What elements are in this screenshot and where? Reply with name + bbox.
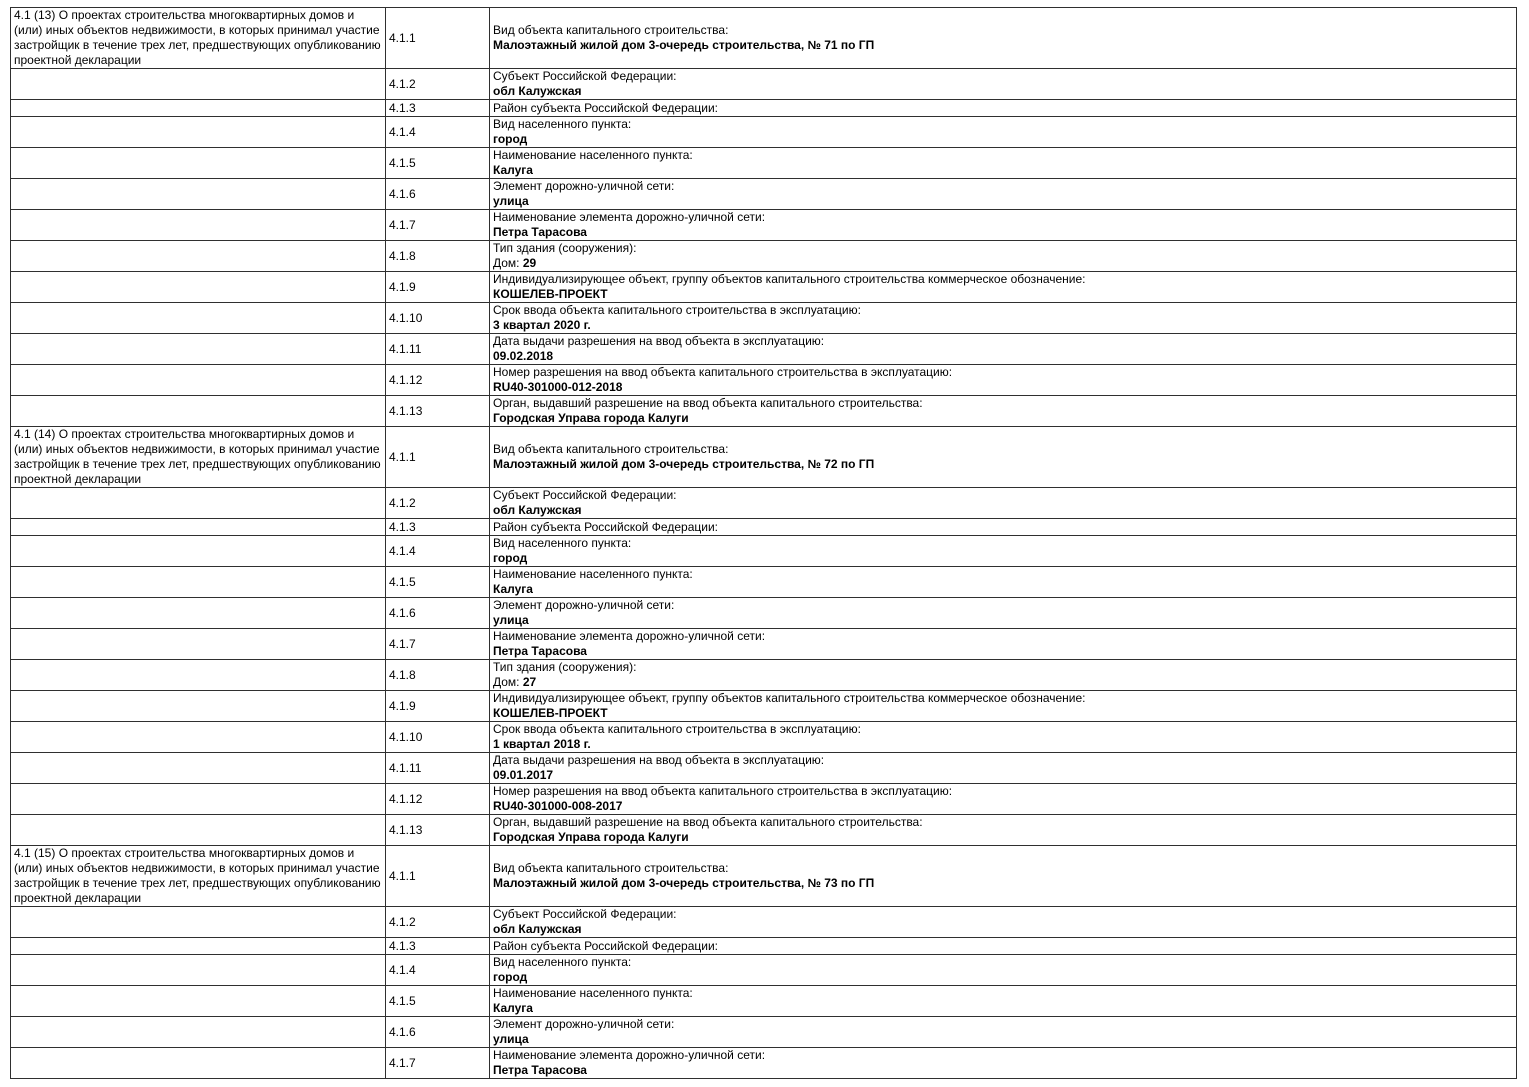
field-value: Малоэтажный жилой дом 3-очередь строительства, № 72 по ГП: [493, 457, 875, 471]
row-number-cell: [386, 1017, 490, 1048]
field-value-line: [493, 503, 1513, 518]
field-value-line: [493, 194, 1513, 209]
field-label: Элемент дорожно-уличной сети:: [493, 1017, 675, 1031]
field-value: Калуга: [493, 582, 533, 596]
field-value: город: [493, 132, 528, 146]
row-number: 4.1.2: [389, 76, 416, 91]
row-number-cell: [386, 907, 490, 938]
row-number: 4.1.6: [389, 605, 416, 620]
field-value-line: [493, 287, 1513, 302]
section-description-cell: [11, 8, 386, 69]
field-cell: [490, 241, 1517, 272]
field-value: RU40-301000-012-2018: [493, 380, 623, 394]
row-number: 4.1.7: [389, 636, 416, 651]
row-number-cell: [386, 100, 490, 117]
field-cell: [490, 488, 1517, 519]
field-cell: [490, 691, 1517, 722]
section-empty-cell: [11, 567, 386, 598]
row-number: 4.1.13: [389, 822, 423, 837]
row-number: 4.1.4: [389, 543, 416, 558]
field-value: 3 квартал 2020 г.: [493, 318, 591, 332]
field-value: 29: [522, 256, 537, 270]
field-label: Номер разрешения на ввод объекта капитального строительства в эксплуатацию:: [493, 365, 953, 379]
table-row: [11, 815, 1517, 846]
field-label: Наименование населенного пункта:: [493, 986, 693, 1000]
table-row: [11, 1017, 1517, 1048]
table-row: [11, 938, 1517, 955]
field-value: RU40-301000-008-2017: [493, 799, 623, 813]
row-number-cell: [386, 365, 490, 396]
field-label: Вид объекта капитального строительства:: [493, 861, 729, 875]
field-value: обл Калужская: [493, 503, 582, 517]
field-value-line: [493, 582, 1513, 597]
field-value-line: [493, 768, 1513, 783]
row-number: 4.1.8: [389, 248, 416, 263]
field-cell: [490, 753, 1517, 784]
table-row: [11, 986, 1517, 1017]
section-empty-cell: [11, 519, 386, 536]
row-number-cell: [386, 272, 490, 303]
section-description: 4.1 (14) О проектах строительства многоквартирных домов и (или) иных объектов недвижимости, в которых принимал участие застройщик в течение трех лет, предшествующих опубликованию проектной декларации: [14, 427, 381, 486]
field-cell: [490, 986, 1517, 1017]
row-number: 4.1.3: [389, 100, 416, 115]
section-empty-cell: [11, 272, 386, 303]
row-number-cell: [386, 334, 490, 365]
row-number: 4.1.4: [389, 124, 416, 139]
field-value-line: [493, 830, 1513, 845]
field-value-line: [493, 551, 1513, 566]
table-row: [11, 334, 1517, 365]
section-description: 4.1 (15) О проектах строительства многоквартирных домов и (или) иных объектов недвижимости, в которых принимал участие застройщик в течение трех лет, предшествующих опубликованию проектной декларации: [14, 846, 381, 905]
field-value-line: [493, 349, 1513, 364]
table-row: [11, 536, 1517, 567]
field-cell: [490, 396, 1517, 427]
field-value-line: [493, 163, 1513, 178]
field-value-line: [493, 644, 1513, 659]
table-row: [11, 8, 1517, 69]
row-number: 4.1.3: [389, 519, 416, 534]
field-value-line: [493, 256, 1513, 271]
field-label: Район субъекта Российской Федерации:: [493, 519, 718, 534]
field-value-line: [493, 38, 1513, 53]
field-label: Вид объекта капитального строительства:: [493, 442, 729, 456]
field-label: Дата выдачи разрешения на ввод объекта в эксплуатацию:: [493, 753, 825, 767]
field-cell: [490, 598, 1517, 629]
field-value-line: [493, 613, 1513, 628]
field-cell: [490, 427, 1517, 488]
row-number-cell: [386, 986, 490, 1017]
field-cell: [490, 536, 1517, 567]
field-label: Орган, выдавший разрешение на ввод объекта капитального строительства:: [493, 815, 923, 829]
section-empty-cell: [11, 334, 386, 365]
field-value-line: [493, 1032, 1513, 1047]
field-cell: [490, 303, 1517, 334]
field-cell: [490, 69, 1517, 100]
field-label: Дата выдачи разрешения на ввод объекта в эксплуатацию:: [493, 334, 825, 348]
field-label: Вид объекта капитального строительства:: [493, 23, 729, 37]
field-value: улица: [493, 194, 529, 208]
row-number: 4.1.9: [389, 698, 416, 713]
table-row: [11, 691, 1517, 722]
field-value: КОШЕЛЕВ-ПРОЕКТ: [493, 706, 608, 720]
field-cell: [490, 955, 1517, 986]
table-row: [11, 69, 1517, 100]
field-value: Петра Тарасова: [493, 1063, 587, 1077]
section-empty-cell: [11, 488, 386, 519]
table-row: [11, 567, 1517, 598]
row-number-cell: [386, 722, 490, 753]
field-label: Наименование элемента дорожно-уличной сети:: [493, 1048, 766, 1062]
field-label: Номер разрешения на ввод объекта капитального строительства в эксплуатацию:: [493, 784, 953, 798]
project-declarations-table: [10, 7, 1517, 1079]
row-number-cell: [386, 815, 490, 846]
row-number: 4.1.13: [389, 403, 423, 418]
field-label: Индивидуализирующее объект, группу объектов капитального строительства коммерческое обозначение:: [493, 691, 1086, 705]
field-cell: [490, 1017, 1517, 1048]
section-empty-cell: [11, 148, 386, 179]
field-value: улица: [493, 613, 529, 627]
field-label: Наименование элемента дорожно-уличной сети:: [493, 629, 766, 643]
row-number: 4.1.8: [389, 667, 416, 682]
section-empty-cell: [11, 241, 386, 272]
row-number: 4.1.2: [389, 495, 416, 510]
field-value: 09.02.2018: [493, 349, 554, 363]
section-empty-cell: [11, 938, 386, 955]
table-row: [11, 598, 1517, 629]
row-number-cell: [386, 629, 490, 660]
field-cell: [490, 519, 1517, 536]
row-number-cell: [386, 784, 490, 815]
row-number-cell: [386, 241, 490, 272]
field-value-prefix: Дом:: [493, 675, 523, 689]
field-value: Калуга: [493, 163, 533, 177]
row-number: 4.1.1: [389, 868, 416, 883]
table-row: [11, 272, 1517, 303]
field-label: Субъект Российской Федерации:: [493, 488, 677, 502]
field-label: Район субъекта Российской Федерации:: [493, 100, 718, 115]
field-value: Калуга: [493, 1001, 533, 1015]
row-number-cell: [386, 117, 490, 148]
section-empty-cell: [11, 598, 386, 629]
field-label: Индивидуализирующее объект, группу объектов капитального строительства коммерческое обозначение:: [493, 272, 1086, 286]
field-value-line: [493, 318, 1513, 333]
row-number: 4.1.5: [389, 574, 416, 589]
field-cell: [490, 100, 1517, 117]
section-empty-cell: [11, 117, 386, 148]
field-cell: [490, 334, 1517, 365]
field-value: Петра Тарасова: [493, 225, 587, 239]
row-number: 4.1.5: [389, 155, 416, 170]
row-number-cell: [386, 427, 490, 488]
field-label: Тип здания (сооружения):: [493, 241, 637, 255]
row-number-cell: [386, 598, 490, 629]
field-value: город: [493, 551, 528, 565]
field-cell: [490, 567, 1517, 598]
section-description: 4.1 (13) О проектах строительства многоквартирных домов и (или) иных объектов недвижимости, в которых принимал участие застройщик в течение трех лет, предшествующих опубликованию проектной декларации: [14, 8, 381, 67]
field-cell: [490, 938, 1517, 955]
table-row: [11, 1048, 1517, 1079]
table-row: [11, 148, 1517, 179]
table-row: [11, 488, 1517, 519]
section-empty-cell: [11, 179, 386, 210]
row-number-cell: [386, 1048, 490, 1079]
field-label: Наименование населенного пункта:: [493, 567, 693, 581]
row-number-cell: [386, 938, 490, 955]
section-empty-cell: [11, 210, 386, 241]
row-number-cell: [386, 69, 490, 100]
field-cell: [490, 365, 1517, 396]
table-body: [11, 8, 1517, 1079]
table-row: [11, 117, 1517, 148]
row-number-cell: [386, 753, 490, 784]
field-cell: [490, 907, 1517, 938]
row-number: 4.1.10: [389, 310, 423, 325]
section-empty-cell: [11, 722, 386, 753]
field-value: Петра Тарасова: [493, 644, 587, 658]
row-number-cell: [386, 660, 490, 691]
field-cell: [490, 210, 1517, 241]
field-label: Наименование элемента дорожно-уличной сети:: [493, 210, 766, 224]
field-cell: [490, 8, 1517, 69]
field-label: Субъект Российской Федерации:: [493, 907, 677, 921]
row-number: 4.1.6: [389, 186, 416, 201]
table-row: [11, 241, 1517, 272]
field-value-line: [493, 799, 1513, 814]
field-label: Наименование населенного пункта:: [493, 148, 693, 162]
row-number: 4.1.5: [389, 993, 416, 1008]
field-value-line: [493, 675, 1513, 690]
table-row: [11, 722, 1517, 753]
table-row: [11, 210, 1517, 241]
field-cell: [490, 148, 1517, 179]
field-value-line: [493, 1063, 1513, 1078]
field-cell: [490, 784, 1517, 815]
field-value: улица: [493, 1032, 529, 1046]
row-number-cell: [386, 691, 490, 722]
field-value: КОШЕЛЕВ-ПРОЕКТ: [493, 287, 608, 301]
field-value-line: [493, 876, 1513, 891]
field-value: Малоэтажный жилой дом 3-очередь строительства, № 71 по ГП: [493, 38, 875, 52]
section-empty-cell: [11, 365, 386, 396]
section-empty-cell: [11, 753, 386, 784]
field-cell: [490, 179, 1517, 210]
field-label: Вид населенного пункта:: [493, 955, 632, 969]
field-label: Элемент дорожно-уличной сети:: [493, 179, 675, 193]
row-number: 4.1.12: [389, 372, 423, 387]
table-row: [11, 396, 1517, 427]
field-value: обл Калужская: [493, 84, 582, 98]
section-empty-cell: [11, 629, 386, 660]
row-number: 4.1.3: [389, 938, 416, 953]
field-value: Малоэтажный жилой дом 3-очередь строительства, № 73 по ГП: [493, 876, 875, 890]
field-value-line: [493, 132, 1513, 147]
row-number-cell: [386, 567, 490, 598]
row-number: 4.1.7: [389, 217, 416, 232]
section-empty-cell: [11, 691, 386, 722]
field-label: Тип здания (сооружения):: [493, 660, 637, 674]
field-value-line: [493, 922, 1513, 937]
section-empty-cell: [11, 536, 386, 567]
field-cell: [490, 846, 1517, 907]
table-row: [11, 303, 1517, 334]
field-value-line: [493, 380, 1513, 395]
table-row: [11, 907, 1517, 938]
field-cell: [490, 629, 1517, 660]
field-cell: [490, 1048, 1517, 1079]
table-row: [11, 660, 1517, 691]
field-cell: [490, 722, 1517, 753]
field-cell: [490, 815, 1517, 846]
table-row: [11, 955, 1517, 986]
field-label: Срок ввода объекта капитального строительства в эксплуатацию:: [493, 722, 861, 736]
row-number-cell: [386, 210, 490, 241]
field-value-line: [493, 737, 1513, 752]
row-number-cell: [386, 846, 490, 907]
table-row: [11, 365, 1517, 396]
section-empty-cell: [11, 986, 386, 1017]
table-row: [11, 784, 1517, 815]
row-number: 4.1.10: [389, 729, 423, 744]
section-empty-cell: [11, 1048, 386, 1079]
row-number-cell: [386, 179, 490, 210]
field-value: Городская Управа города Калуги: [493, 411, 689, 425]
field-value-prefix: Дом:: [493, 256, 523, 270]
table-row: [11, 753, 1517, 784]
row-number: 4.1.6: [389, 1024, 416, 1039]
section-description-cell: [11, 846, 386, 907]
section-empty-cell: [11, 100, 386, 117]
row-number: 4.1.4: [389, 962, 416, 977]
field-value-line: [493, 970, 1513, 985]
section-empty-cell: [11, 396, 386, 427]
field-label: Элемент дорожно-уличной сети:: [493, 598, 675, 612]
section-empty-cell: [11, 784, 386, 815]
section-empty-cell: [11, 955, 386, 986]
row-number: 4.1.1: [389, 449, 416, 464]
section-empty-cell: [11, 660, 386, 691]
table-row: [11, 846, 1517, 907]
field-value: обл Калужская: [493, 922, 582, 936]
field-value: 09.01.2017: [493, 768, 554, 782]
row-number: 4.1.1: [389, 30, 416, 45]
field-value: город: [493, 970, 528, 984]
table-row: [11, 427, 1517, 488]
field-label: Субъект Российской Федерации:: [493, 69, 677, 83]
field-label: Вид населенного пункта:: [493, 536, 632, 550]
table-row: [11, 100, 1517, 117]
field-label: Вид населенного пункта:: [493, 117, 632, 131]
row-number: 4.1.9: [389, 279, 416, 294]
field-value: 27: [522, 675, 537, 689]
row-number-cell: [386, 8, 490, 69]
table-row: [11, 519, 1517, 536]
field-value-line: [493, 706, 1513, 721]
field-cell: [490, 272, 1517, 303]
section-empty-cell: [11, 1017, 386, 1048]
field-value-line: [493, 1001, 1513, 1016]
row-number: 4.1.2: [389, 914, 416, 929]
row-number: 4.1.7: [389, 1055, 416, 1070]
field-label: Срок ввода объекта капитального строительства в эксплуатацию:: [493, 303, 861, 317]
row-number-cell: [386, 396, 490, 427]
row-number-cell: [386, 303, 490, 334]
table-row: [11, 179, 1517, 210]
field-value: Городская Управа города Калуги: [493, 830, 689, 844]
field-value-line: [493, 457, 1513, 472]
field-label: Район субъекта Российской Федерации:: [493, 938, 718, 953]
section-empty-cell: [11, 907, 386, 938]
row-number: 4.1.12: [389, 791, 423, 806]
field-cell: [490, 117, 1517, 148]
field-label: Орган, выдавший разрешение на ввод объекта капитального строительства:: [493, 396, 923, 410]
field-value: 1 квартал 2018 г.: [493, 737, 591, 751]
row-number: 4.1.11: [389, 760, 422, 775]
field-value-line: [493, 84, 1513, 99]
field-cell: [490, 660, 1517, 691]
row-number-cell: [386, 536, 490, 567]
section-empty-cell: [11, 303, 386, 334]
section-empty-cell: [11, 815, 386, 846]
field-value-line: [493, 225, 1513, 240]
row-number-cell: [386, 955, 490, 986]
section-description-cell: [11, 427, 386, 488]
row-number: 4.1.11: [389, 341, 422, 356]
row-number-cell: [386, 148, 490, 179]
table-row: [11, 629, 1517, 660]
row-number-cell: [386, 488, 490, 519]
section-empty-cell: [11, 69, 386, 100]
field-value-line: [493, 411, 1513, 426]
row-number-cell: [386, 519, 490, 536]
